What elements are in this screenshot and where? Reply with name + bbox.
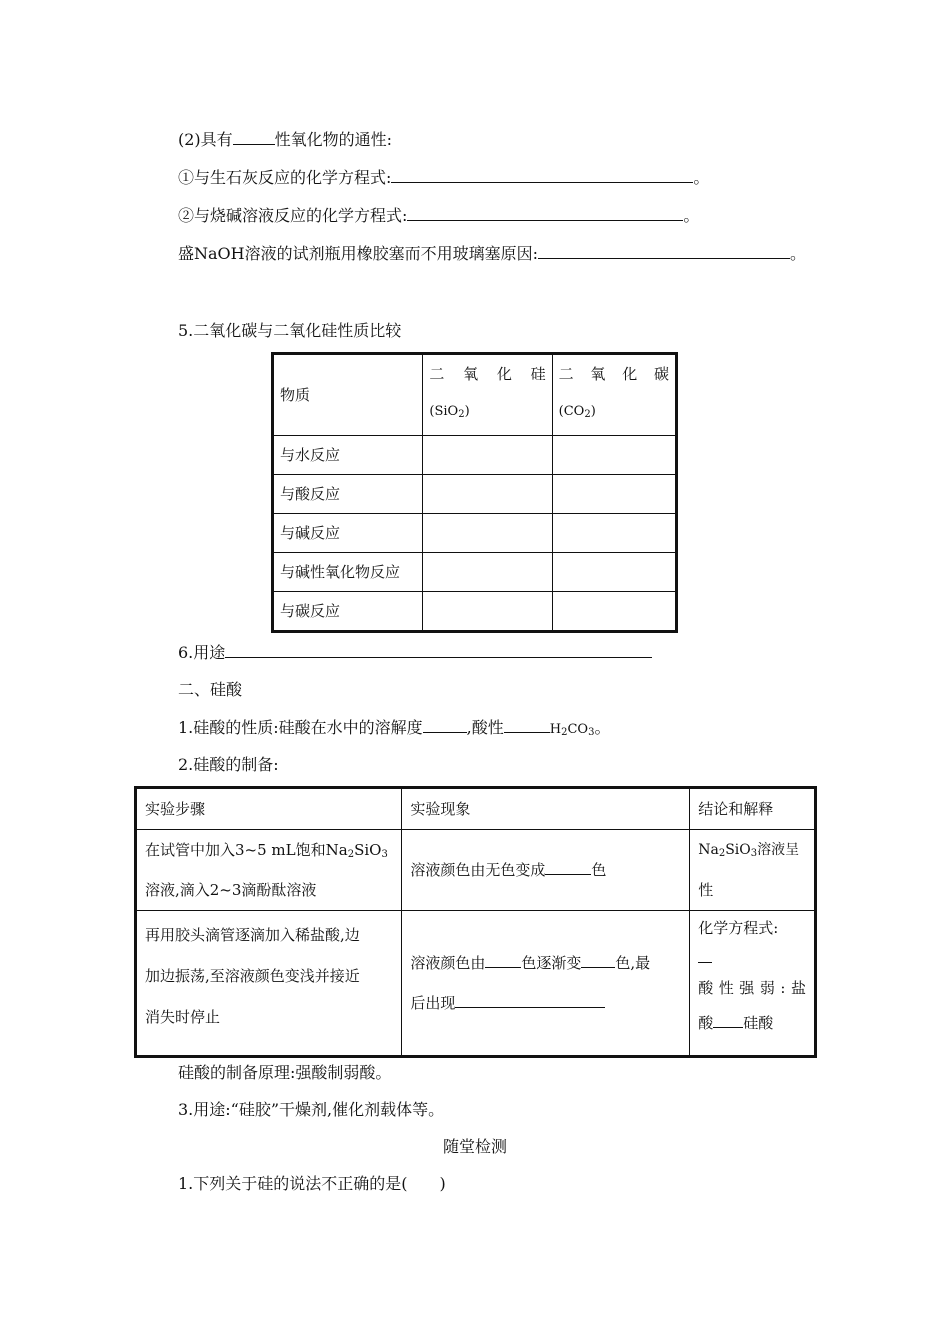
acid-uses: 3.用途:“硅胶”干燥剂,催化剂载体等。	[178, 1100, 445, 1119]
blank[interactable]	[455, 991, 605, 1008]
section-5-title: 5.二氧化碳与二氧化硅性质比较	[178, 321, 402, 340]
paragraph-amphoteric: (2)具有 性氧化物的通性:	[178, 130, 393, 149]
table-row: 与酸反应	[273, 475, 677, 514]
header-substance: 物质	[273, 354, 423, 436]
blank[interactable]	[538, 242, 790, 259]
header-phenomenon: 实验现象	[402, 788, 690, 830]
blank[interactable]	[713, 1011, 743, 1028]
header-step: 实验步骤	[136, 788, 402, 830]
blank[interactable]	[545, 858, 591, 875]
section-6-uses: 6.用途	[178, 641, 652, 664]
table-row	[136, 911, 816, 1057]
table-row: 与碱性氧化物反应	[273, 553, 677, 592]
quiz-title: 随堂检测	[442, 1137, 507, 1156]
acid-properties: 1.硅酸的性质:硅酸在水中的溶解度 ,酸性 $H_2CO_3$。	[178, 718, 611, 738]
paragraph-rubber-stopper: 盛NaOH溶液的试剂瓶用橡胶塞而不用玻璃塞原因: 。	[178, 244, 807, 263]
conclusion-cell: 化学方程式: 酸 性 强 弱 : 盐 酸 硅酸	[690, 911, 816, 1057]
preparation-table	[134, 786, 817, 1058]
paragraph-naoh-reaction: ②与烧碱溶液反应的化学方程式: 。	[178, 206, 700, 225]
header-co2: 二 氧 化 碳 $(CO_2)$	[552, 354, 676, 436]
blank[interactable]	[504, 716, 550, 733]
blank[interactable]	[423, 716, 467, 733]
question-1: 1.下列关于硅的说法不正确的是( )	[178, 1174, 446, 1193]
comparison-table	[271, 352, 678, 633]
formula-h2co3: $H_2CO_3$	[549, 722, 595, 738]
table-row	[136, 830, 816, 911]
preparation-principle: 硅酸的制备原理:强酸制弱酸。	[178, 1063, 392, 1082]
blank[interactable]	[581, 951, 615, 968]
paragraph-lime-reaction: ①与生石灰反应的化学方程式: 。	[178, 168, 710, 187]
header-conclusion: 结论和解释	[690, 788, 816, 830]
blank[interactable]	[225, 641, 652, 658]
conclusion-cell: $Na_2SiO_3$溶液呈 性	[690, 830, 816, 911]
table-row: 与碱反应	[273, 514, 677, 553]
part-2-title: 二、硅酸	[178, 680, 243, 699]
table-row: 与碳反应	[273, 592, 677, 632]
blank[interactable]	[485, 951, 521, 968]
phenomenon-cell: 溶液颜色由 色逐渐变 色,最 后出现	[402, 911, 690, 1057]
header-sio2: 二 氧 化 硅 (SiO$_2$)	[423, 354, 552, 436]
blank[interactable]	[233, 128, 275, 145]
table-row: 与水反应	[273, 436, 677, 475]
step-cell: 在试管中加入3~5 mL饱和$Na_2SiO_3$ 溶液,滴入2~3滴酚酞溶液	[136, 830, 402, 911]
blank[interactable]	[698, 946, 712, 963]
blank[interactable]	[407, 204, 683, 221]
blank[interactable]	[391, 166, 693, 183]
step-cell: 再用胶头滴管逐滴加入稀盐酸,边 加边振荡,至溶液颜色变浅并接近 消失时停止	[136, 911, 402, 1057]
acid-preparation-title: 2.硅酸的制备:	[178, 755, 279, 774]
phenomenon-cell: 溶液颜色由无色变成 色	[402, 830, 690, 911]
